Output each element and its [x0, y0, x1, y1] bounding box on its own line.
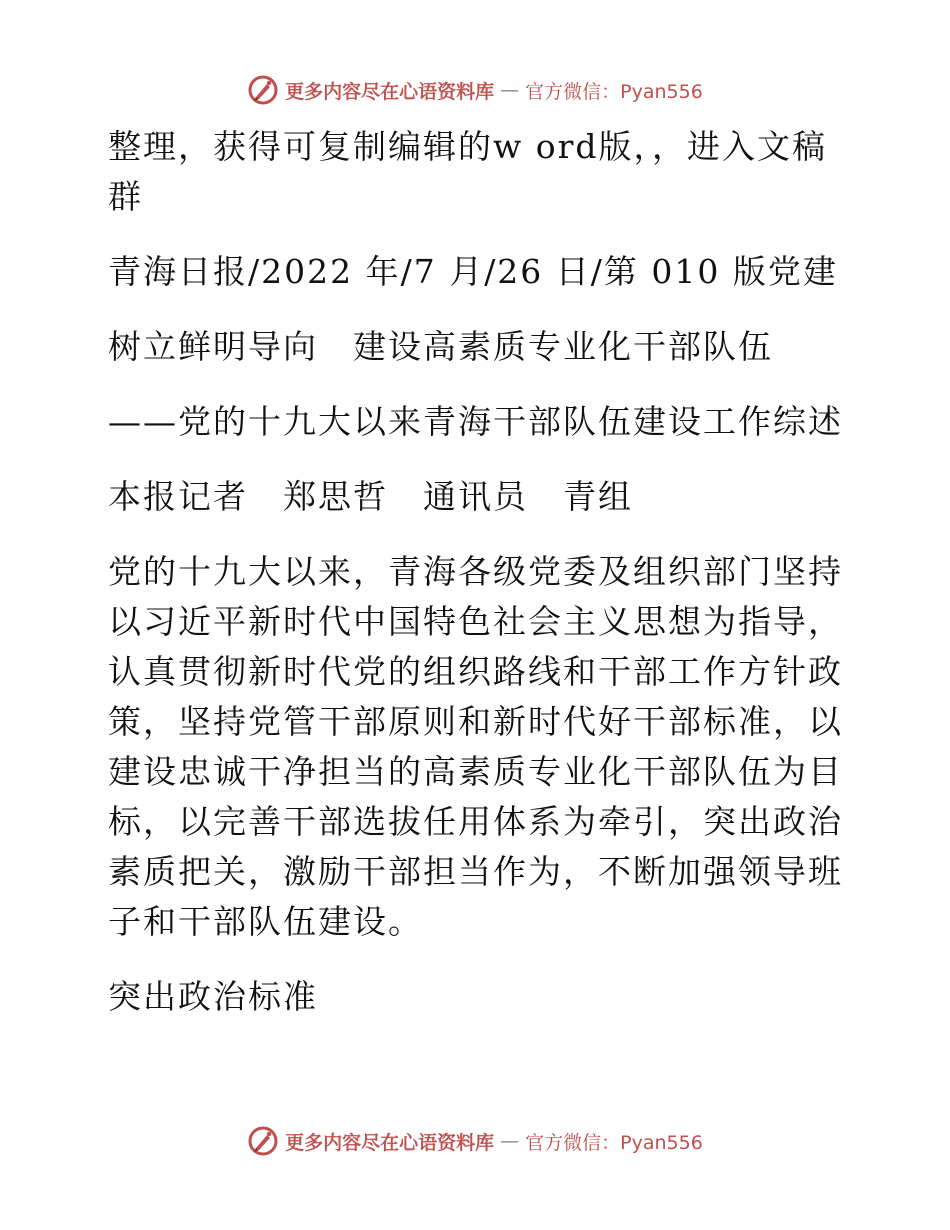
watermark-footer [0, 1121, 950, 1161]
pen-seal-logo-icon [247, 1125, 279, 1157]
body-paragraph: 党的十九大以来，青海各级党委及组织部门坚持以习近平新时代中国特色社会主义思想为指导，认真贯彻新时代党的组织路线和干部工作方针政策，坚持党管干部原则和新时代好干部标准，以建设忠诚干净担当的高素质专业化干部队伍为目标，以完善干部选拔任用体系为牵引，突出政治素质把关，激励干部担当作为，不断加强领导班子和干部队伍建设。 [108, 552, 843, 941]
article-subtitle: ——党的十九大以来青海干部队伍建设工作综述 [108, 402, 843, 441]
watermark-separator: — [500, 79, 520, 101]
source-line: 青海日报/2022 年/7 月/26 日/第 010 版党建 [108, 252, 838, 291]
watermark-contact: 官方微信：Pyan556 [525, 1131, 703, 1154]
document-body [98, 122, 858, 1047]
intro-line: 整理，获得可复制编辑的w ord版，，进入文稿群 [108, 127, 828, 216]
watermark-header [0, 70, 950, 110]
pen-seal-logo-icon [247, 74, 279, 106]
article-title: 树立鲜明导向 建设高素质专业化干部队伍 [108, 327, 773, 366]
section-heading: 突出政治标准 [108, 977, 318, 1016]
watermark-contact: 官方微信：Pyan556 [525, 80, 703, 103]
byline: 本报记者 郑思哲 通讯员 青组 [108, 477, 633, 516]
watermark-separator: — [500, 1130, 520, 1152]
watermark-main-text: 更多内容尽在心语资料库 [285, 80, 495, 103]
watermark-main-text: 更多内容尽在心语资料库 [285, 1131, 495, 1154]
